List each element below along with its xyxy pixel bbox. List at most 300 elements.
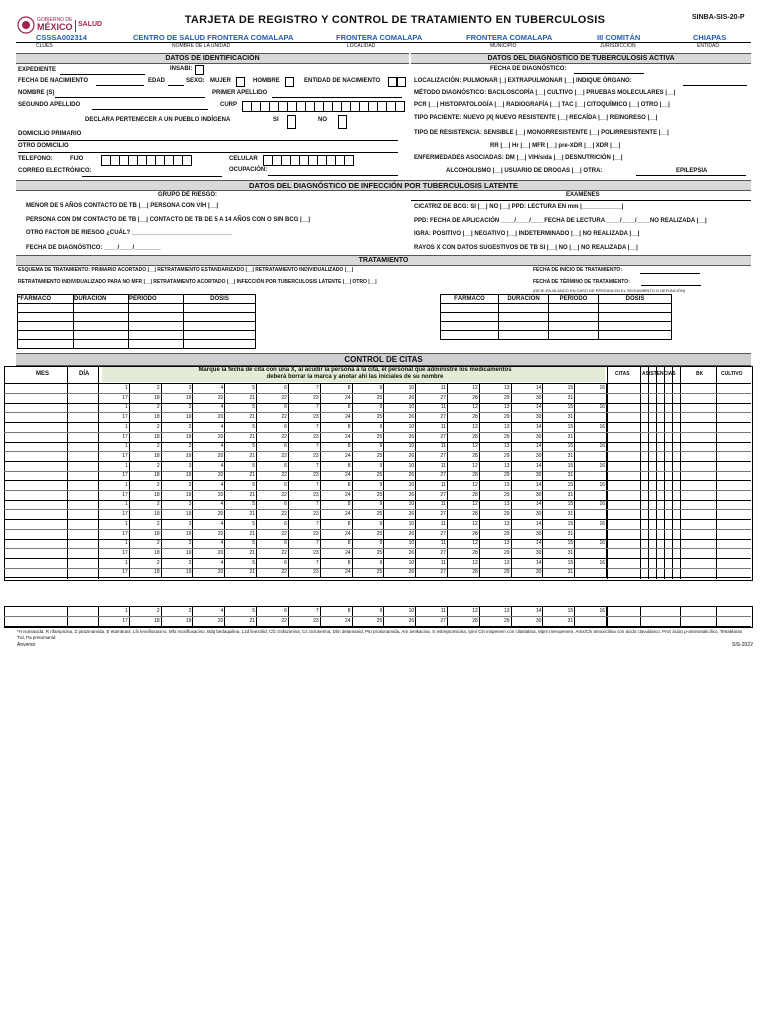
calendar-day-cell[interactable]: 20: [193, 413, 225, 422]
calendar-day-cell[interactable]: 13: [480, 442, 512, 451]
calendar-day-cell[interactable]: 29: [480, 452, 512, 461]
calendar-day-cell[interactable]: 25: [353, 394, 385, 403]
calendar-day-cell[interactable]: 14: [512, 423, 544, 432]
calendar-day-cell[interactable]: [575, 510, 607, 519]
calendar-day-cell[interactable]: 27: [416, 413, 448, 422]
calendar-day-cell[interactable]: 15: [543, 384, 575, 393]
calendar-day-cell[interactable]: 14: [512, 539, 544, 548]
calendar-day-cell[interactable]: 15: [543, 539, 575, 548]
calendar-day-row[interactable]: [98, 413, 607, 422]
calendar-day-cell[interactable]: 16: [575, 442, 607, 451]
calendar-day-cell[interactable]: 24: [321, 617, 353, 626]
calendar-day-cell[interactable]: 12: [448, 384, 480, 393]
calendar-day-cell[interactable]: 22: [257, 433, 289, 442]
calendar-day-cell[interactable]: 29: [480, 568, 512, 577]
calendar-day-cell[interactable]: 5: [225, 462, 257, 471]
calendar-day-cell[interactable]: 21: [225, 549, 257, 558]
calendar-day-cell[interactable]: 4: [193, 403, 225, 412]
email-field[interactable]: [82, 176, 222, 177]
calendar-day-cell[interactable]: 17: [98, 491, 130, 500]
calendar-day-cell[interactable]: 10: [384, 607, 416, 616]
calendar-day-row[interactable]: [98, 607, 607, 616]
calendar-day-cell[interactable]: 26: [384, 413, 416, 422]
calendar-day-cell[interactable]: 26: [384, 491, 416, 500]
calendar-day-cell[interactable]: 18: [130, 471, 162, 480]
calendar-day-cell[interactable]: 17: [98, 433, 130, 442]
calendar-day-cell[interactable]: 29: [480, 394, 512, 403]
calendar-day-cell[interactable]: 11: [416, 559, 448, 568]
calendar-day-cell[interactable]: 7: [289, 403, 321, 412]
calendar-day-cell[interactable]: 31: [543, 510, 575, 519]
calendar-day-cell[interactable]: 7: [289, 442, 321, 451]
calendar-day-cell[interactable]: 28: [448, 530, 480, 539]
calendar-day-cell[interactable]: 2: [130, 559, 162, 568]
calendar-day-cell[interactable]: 22: [257, 491, 289, 500]
calendar-day-cell[interactable]: 3: [162, 403, 194, 412]
calendar-day-cell[interactable]: 27: [416, 510, 448, 519]
calendar-day-cell[interactable]: 30: [512, 568, 544, 577]
calendar-day-cell[interactable]: 13: [480, 423, 512, 432]
calendar-day-cell[interactable]: [575, 452, 607, 461]
calendar-day-cell[interactable]: 23: [289, 413, 321, 422]
calendar-day-cell[interactable]: 10: [384, 539, 416, 548]
calendar-day-cell[interactable]: 26: [384, 433, 416, 442]
indigenous-yes-checkbox[interactable]: [287, 115, 296, 129]
calendar-day-cell[interactable]: [575, 394, 607, 403]
calendar-day-cell[interactable]: 13: [480, 520, 512, 529]
calendar-day-cell[interactable]: 8: [321, 462, 353, 471]
calendar-day-cell[interactable]: 8: [321, 520, 353, 529]
calendar-day-cell[interactable]: 12: [448, 520, 480, 529]
calendar-day-cell[interactable]: 19: [162, 471, 194, 480]
calendar-day-cell[interactable]: 10: [384, 481, 416, 490]
calendar-day-row[interactable]: [98, 471, 607, 480]
calendar-day-cell[interactable]: 6: [257, 500, 289, 509]
calendar-day-cell[interactable]: 17: [98, 452, 130, 461]
calendar-day-cell[interactable]: 25: [353, 471, 385, 480]
calendar-day-cell[interactable]: 10: [384, 423, 416, 432]
calendar-day-cell[interactable]: 30: [512, 413, 544, 422]
calendar-day-cell[interactable]: 8: [321, 539, 353, 548]
calendar-day-cell[interactable]: 4: [193, 539, 225, 548]
calendar-day-cell[interactable]: 23: [289, 549, 321, 558]
calendar-day-cell[interactable]: 8: [321, 559, 353, 568]
calendar-day-cell[interactable]: 13: [480, 607, 512, 616]
calendar-day-cell[interactable]: 24: [321, 568, 353, 577]
calendar-day-cell[interactable]: 1: [98, 520, 130, 529]
calendar-day-cell[interactable]: 5: [225, 559, 257, 568]
organ-field[interactable]: [683, 85, 747, 86]
calendar-day-cell[interactable]: 11: [416, 462, 448, 471]
calendar-day-cell[interactable]: 14: [512, 462, 544, 471]
calendar-day-cell[interactable]: 28: [448, 491, 480, 500]
calendar-day-cell[interactable]: 28: [448, 549, 480, 558]
calendar-day-cell[interactable]: 24: [321, 394, 353, 403]
calendar-day-cell[interactable]: 13: [480, 500, 512, 509]
calendar-day-cell[interactable]: 20: [193, 510, 225, 519]
calendar-day-cell[interactable]: 9: [353, 539, 385, 548]
calendar-day-cell[interactable]: 22: [257, 617, 289, 626]
calendar-day-cell[interactable]: 20: [193, 530, 225, 539]
calendar-day-cell[interactable]: 7: [289, 559, 321, 568]
calendar-day-row[interactable]: [98, 433, 607, 442]
calendar-day-cell[interactable]: 1: [98, 559, 130, 568]
calendar-day-cell[interactable]: 17: [98, 394, 130, 403]
calendar-day-cell[interactable]: 21: [225, 530, 257, 539]
calendar-day-cell[interactable]: [575, 471, 607, 480]
calendar-day-cell[interactable]: 23: [289, 452, 321, 461]
calendar-day-cell[interactable]: 2: [130, 442, 162, 451]
calendar-day-cell[interactable]: 29: [480, 549, 512, 558]
calendar-day-row[interactable]: [98, 403, 607, 412]
calendar-day-cell[interactable]: 3: [162, 462, 194, 471]
calendar-day-cell[interactable]: 8: [321, 500, 353, 509]
calendar-day-cell[interactable]: 1: [98, 462, 130, 471]
curp-boxes[interactable]: [242, 101, 404, 112]
birthdate-field[interactable]: [96, 85, 144, 86]
calendar-day-cell[interactable]: 1: [98, 500, 130, 509]
calendar-day-cell[interactable]: 9: [353, 559, 385, 568]
calendar-day-cell[interactable]: 8: [321, 403, 353, 412]
calendar-day-cell[interactable]: 20: [193, 617, 225, 626]
calendar-day-cell[interactable]: 23: [289, 617, 321, 626]
birth-entity-box[interactable]: [388, 77, 397, 87]
calendar-day-cell[interactable]: 24: [321, 452, 353, 461]
calendar-day-cell[interactable]: 26: [384, 549, 416, 558]
calendar-day-cell[interactable]: 19: [162, 617, 194, 626]
calendar-day-cell[interactable]: 18: [130, 510, 162, 519]
calendar-day-cell[interactable]: 21: [225, 471, 257, 480]
calendar-day-cell[interactable]: 9: [353, 520, 385, 529]
calendar-day-cell[interactable]: 6: [257, 481, 289, 490]
calendar-day-row[interactable]: [98, 510, 607, 519]
calendar-day-cell[interactable]: 24: [321, 433, 353, 442]
calendar-day-row[interactable]: [98, 394, 607, 403]
calendar-day-cell[interactable]: 26: [384, 452, 416, 461]
calendar-day-cell[interactable]: 20: [193, 394, 225, 403]
calendar-day-cell[interactable]: 22: [257, 530, 289, 539]
calendar-day-cell[interactable]: 11: [416, 442, 448, 451]
calendar-day-cell[interactable]: 10: [384, 500, 416, 509]
calendar-day-cell[interactable]: 4: [193, 442, 225, 451]
calendar-day-cell[interactable]: 13: [480, 462, 512, 471]
calendar-day-cell[interactable]: 3: [162, 559, 194, 568]
calendar-day-cell[interactable]: 4: [193, 607, 225, 616]
calendar-day-cell[interactable]: 27: [416, 433, 448, 442]
calendar-day-cell[interactable]: 19: [162, 530, 194, 539]
birth-entity-box-2[interactable]: [397, 77, 406, 87]
calendar-day-cell[interactable]: 9: [353, 403, 385, 412]
calendar-day-cell[interactable]: 12: [448, 559, 480, 568]
calendar-day-cell[interactable]: 18: [130, 433, 162, 442]
calendar-day-cell[interactable]: 21: [225, 452, 257, 461]
calendar-day-cell[interactable]: 23: [289, 491, 321, 500]
calendar-day-cell[interactable]: 24: [321, 530, 353, 539]
landline-boxes[interactable]: [101, 155, 191, 166]
calendar-day-cell[interactable]: 12: [448, 403, 480, 412]
calendar-day-cell[interactable]: 14: [512, 403, 544, 412]
calendar-day-cell[interactable]: 22: [257, 549, 289, 558]
calendar-day-cell[interactable]: 28: [448, 433, 480, 442]
calendar-day-cell[interactable]: 19: [162, 433, 194, 442]
calendar-day-cell[interactable]: 10: [384, 442, 416, 451]
calendar-day-row[interactable]: [98, 568, 607, 577]
calendar-day-cell[interactable]: 4: [193, 481, 225, 490]
calendar-day-cell[interactable]: 1: [98, 481, 130, 490]
calendar-day-cell[interactable]: 30: [512, 452, 544, 461]
calendar-day-cell[interactable]: 16: [575, 539, 607, 548]
calendar-day-cell[interactable]: 11: [416, 423, 448, 432]
calendar-day-cell[interactable]: 14: [512, 607, 544, 616]
calendar-day-cell[interactable]: 16: [575, 384, 607, 393]
calendar-day-cell[interactable]: 18: [130, 452, 162, 461]
other-disease-line[interactable]: [636, 175, 746, 176]
calendar-day-cell[interactable]: 17: [98, 471, 130, 480]
address-field[interactable]: [18, 140, 398, 141]
calendar-day-cell[interactable]: 19: [162, 413, 194, 422]
calendar-day-cell[interactable]: [575, 433, 607, 442]
calendar-day-cell[interactable]: 11: [416, 384, 448, 393]
calendar-day-cell[interactable]: 27: [416, 568, 448, 577]
calendar-day-cell[interactable]: 5: [225, 500, 257, 509]
calendar-day-cell[interactable]: 24: [321, 549, 353, 558]
age-field[interactable]: [168, 85, 184, 86]
mobile-boxes[interactable]: [263, 155, 353, 166]
calendar-day-cell[interactable]: 21: [225, 394, 257, 403]
calendar-day-cell[interactable]: 25: [353, 549, 385, 558]
calendar-day-cell[interactable]: 12: [448, 442, 480, 451]
calendar-day-cell[interactable]: 26: [384, 617, 416, 626]
calendar-day-cell[interactable]: 25: [353, 617, 385, 626]
calendar-day-cell[interactable]: 8: [321, 442, 353, 451]
calendar-day-cell[interactable]: 13: [480, 481, 512, 490]
calendar-day-cell[interactable]: 13: [480, 539, 512, 548]
calendar-day-cell[interactable]: 7: [289, 500, 321, 509]
calendar-day-cell[interactable]: 5: [225, 384, 257, 393]
calendar-day-cell[interactable]: 21: [225, 491, 257, 500]
calendar-day-cell[interactable]: 31: [543, 452, 575, 461]
calendar-day-cell[interactable]: 21: [225, 568, 257, 577]
calendar-day-cell[interactable]: 28: [448, 413, 480, 422]
calendar-day-cell[interactable]: 2: [130, 462, 162, 471]
end-field[interactable]: [641, 285, 701, 286]
calendar-day-cell[interactable]: 11: [416, 539, 448, 548]
calendar-day-cell[interactable]: 18: [130, 413, 162, 422]
calendar-day-cell[interactable]: 15: [543, 481, 575, 490]
calendar-day-cell[interactable]: 23: [289, 471, 321, 480]
calendar-day-cell[interactable]: 14: [512, 559, 544, 568]
diag-date-field[interactable]: [574, 73, 644, 74]
calendar-day-cell[interactable]: 15: [543, 520, 575, 529]
calendar-day-cell[interactable]: [575, 530, 607, 539]
calendar-day-cell[interactable]: 23: [289, 568, 321, 577]
calendar-day-cell[interactable]: 22: [257, 452, 289, 461]
calendar-day-cell[interactable]: 17: [98, 549, 130, 558]
calendar-day-cell[interactable]: 30: [512, 491, 544, 500]
calendar-day-cell[interactable]: 5: [225, 520, 257, 529]
calendar-day-row[interactable]: [98, 530, 607, 539]
calendar-day-cell[interactable]: 16: [575, 462, 607, 471]
calendar-day-cell[interactable]: 18: [130, 394, 162, 403]
calendar-day-cell[interactable]: 25: [353, 413, 385, 422]
calendar-day-cell[interactable]: 26: [384, 530, 416, 539]
calendar-day-cell[interactable]: 1: [98, 442, 130, 451]
calendar-day-cell[interactable]: 1: [98, 384, 130, 393]
calendar-day-cell[interactable]: 30: [512, 617, 544, 626]
names-field[interactable]: [55, 97, 205, 98]
calendar-day-cell[interactable]: 20: [193, 471, 225, 480]
calendar-day-cell[interactable]: 3: [162, 520, 194, 529]
calendar-day-cell[interactable]: 11: [416, 403, 448, 412]
calendar-day-row[interactable]: [98, 617, 607, 626]
calendar-day-cell[interactable]: 3: [162, 384, 194, 393]
calendar-day-cell[interactable]: 4: [193, 520, 225, 529]
calendar-day-cell[interactable]: 1: [98, 403, 130, 412]
calendar-day-cell[interactable]: 29: [480, 491, 512, 500]
calendar-day-cell[interactable]: 10: [384, 403, 416, 412]
start-field[interactable]: [640, 273, 700, 274]
calendar-day-cell[interactable]: 25: [353, 568, 385, 577]
calendar-day-cell[interactable]: 20: [193, 452, 225, 461]
calendar-day-cell[interactable]: 23: [289, 394, 321, 403]
calendar-day-cell[interactable]: 24: [321, 471, 353, 480]
calendar-day-cell[interactable]: 1: [98, 539, 130, 548]
calendar-day-cell[interactable]: 26: [384, 394, 416, 403]
calendar-day-cell[interactable]: 6: [257, 442, 289, 451]
second-surname-field[interactable]: [92, 109, 208, 110]
calendar-day-cell[interactable]: 4: [193, 384, 225, 393]
calendar-day-cell[interactable]: 9: [353, 607, 385, 616]
calendar-day-cell[interactable]: 2: [130, 539, 162, 548]
calendar-day-row[interactable]: [98, 539, 607, 548]
calendar-day-cell[interactable]: 31: [543, 530, 575, 539]
calendar-day-cell[interactable]: 3: [162, 539, 194, 548]
calendar-day-cell[interactable]: 12: [448, 423, 480, 432]
calendar-day-cell[interactable]: 17: [98, 530, 130, 539]
calendar-day-cell[interactable]: 24: [321, 491, 353, 500]
calendar-day-cell[interactable]: [575, 617, 607, 626]
calendar-day-cell[interactable]: 31: [543, 433, 575, 442]
calendar-day-cell[interactable]: 31: [543, 617, 575, 626]
calendar-day-row[interactable]: [98, 481, 607, 490]
calendar-day-cell[interactable]: 5: [225, 539, 257, 548]
calendar-day-cell[interactable]: 28: [448, 617, 480, 626]
calendar-day-cell[interactable]: 6: [257, 423, 289, 432]
calendar-day-cell[interactable]: 3: [162, 607, 194, 616]
calendar-day-cell[interactable]: 19: [162, 568, 194, 577]
calendar-day-cell[interactable]: 9: [353, 423, 385, 432]
calendar-day-row[interactable]: [98, 442, 607, 451]
calendar-day-cell[interactable]: 27: [416, 452, 448, 461]
calendar-day-cell[interactable]: 19: [162, 549, 194, 558]
calendar-day-cell[interactable]: 2: [130, 500, 162, 509]
calendar-day-cell[interactable]: 21: [225, 433, 257, 442]
calendar-day-cell[interactable]: 22: [257, 510, 289, 519]
calendar-day-cell[interactable]: 11: [416, 607, 448, 616]
calendar-day-cell[interactable]: 23: [289, 433, 321, 442]
calendar-day-cell[interactable]: 6: [257, 520, 289, 529]
calendar-day-cell[interactable]: 3: [162, 500, 194, 509]
calendar-day-cell[interactable]: 30: [512, 433, 544, 442]
calendar-day-cell[interactable]: 6: [257, 559, 289, 568]
expediente-field[interactable]: [60, 74, 145, 75]
calendar-day-cell[interactable]: 28: [448, 394, 480, 403]
calendar-day-cell[interactable]: 30: [512, 394, 544, 403]
indigenous-no-checkbox[interactable]: [338, 115, 347, 129]
calendar-day-cell[interactable]: 20: [193, 491, 225, 500]
calendar-day-cell[interactable]: 16: [575, 423, 607, 432]
calendar-day-cell[interactable]: 11: [416, 520, 448, 529]
calendar-day-cell[interactable]: 30: [512, 549, 544, 558]
calendar-day-cell[interactable]: 27: [416, 530, 448, 539]
calendar-day-cell[interactable]: 28: [448, 568, 480, 577]
calendar-day-cell[interactable]: 6: [257, 539, 289, 548]
calendar-day-cell[interactable]: 3: [162, 423, 194, 432]
calendar-day-cell[interactable]: 16: [575, 500, 607, 509]
female-checkbox[interactable]: [236, 77, 245, 87]
calendar-day-cell[interactable]: 18: [130, 568, 162, 577]
calendar-day-cell[interactable]: 24: [321, 510, 353, 519]
calendar-day-cell[interactable]: 20: [193, 549, 225, 558]
calendar-day-cell[interactable]: 26: [384, 510, 416, 519]
calendar-day-cell[interactable]: 4: [193, 462, 225, 471]
calendar-day-cell[interactable]: 17: [98, 568, 130, 577]
calendar-day-cell[interactable]: 19: [162, 491, 194, 500]
calendar-day-cell[interactable]: 27: [416, 394, 448, 403]
calendar-day-cell[interactable]: 6: [257, 384, 289, 393]
calendar-day-cell[interactable]: 23: [289, 530, 321, 539]
calendar-day-cell[interactable]: 14: [512, 520, 544, 529]
calendar-day-cell[interactable]: 10: [384, 462, 416, 471]
calendar-day-cell[interactable]: 18: [130, 530, 162, 539]
calendar-day-cell[interactable]: 8: [321, 423, 353, 432]
calendar-day-cell[interactable]: 13: [480, 384, 512, 393]
calendar-day-cell[interactable]: 3: [162, 442, 194, 451]
calendar-day-cell[interactable]: 10: [384, 384, 416, 393]
calendar-day-cell[interactable]: 7: [289, 520, 321, 529]
calendar-day-row[interactable]: [98, 491, 607, 500]
calendar-day-cell[interactable]: 9: [353, 500, 385, 509]
calendar-day-cell[interactable]: 2: [130, 423, 162, 432]
calendar-day-cell[interactable]: 12: [448, 539, 480, 548]
calendar-day-cell[interactable]: 25: [353, 433, 385, 442]
calendar-day-cell[interactable]: 6: [257, 607, 289, 616]
calendar-day-cell[interactable]: 15: [543, 559, 575, 568]
calendar-day-cell[interactable]: 19: [162, 452, 194, 461]
calendar-day-cell[interactable]: 29: [480, 510, 512, 519]
calendar-day-cell[interactable]: 15: [543, 403, 575, 412]
calendar-day-cell[interactable]: 19: [162, 510, 194, 519]
calendar-day-cell[interactable]: 27: [416, 491, 448, 500]
calendar-day-cell[interactable]: 8: [321, 481, 353, 490]
calendar-day-cell[interactable]: 25: [353, 510, 385, 519]
calendar-day-cell[interactable]: 16: [575, 559, 607, 568]
calendar-day-cell[interactable]: 7: [289, 384, 321, 393]
calendar-day-cell[interactable]: 28: [448, 510, 480, 519]
calendar-day-cell[interactable]: 30: [512, 510, 544, 519]
insabi-checkbox[interactable]: [195, 65, 204, 75]
calendar-day-cell[interactable]: 21: [225, 617, 257, 626]
calendar-day-cell[interactable]: 2: [130, 520, 162, 529]
calendar-day-cell[interactable]: 27: [416, 471, 448, 480]
calendar-day-cell[interactable]: 7: [289, 607, 321, 616]
calendar-day-cell[interactable]: 18: [130, 549, 162, 558]
calendar-day-cell[interactable]: 25: [353, 452, 385, 461]
calendar-day-cell[interactable]: 31: [543, 471, 575, 480]
calendar-day-row[interactable]: [98, 462, 607, 471]
calendar-day-cell[interactable]: 17: [98, 510, 130, 519]
calendar-day-cell[interactable]: 12: [448, 500, 480, 509]
